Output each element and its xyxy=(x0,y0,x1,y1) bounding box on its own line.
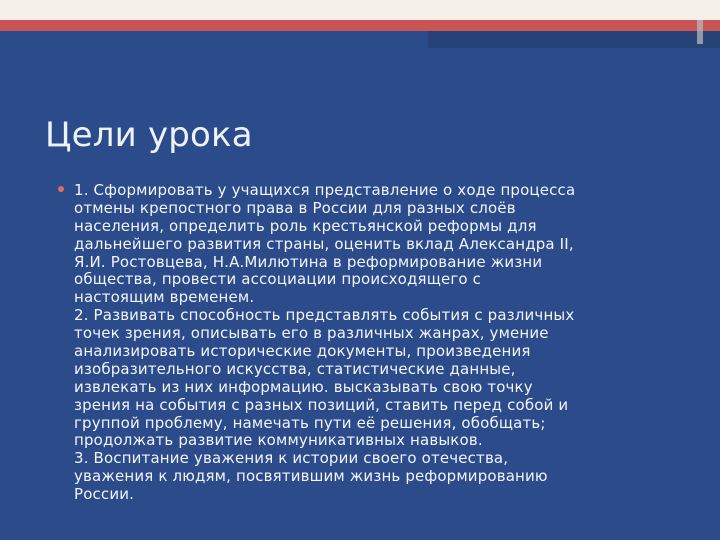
lesson-goals-text xyxy=(74,182,684,504)
text-line: зрения на события с разных позиций, ставить перед собой и xyxy=(74,395,569,414)
text-line: продолжать развитие коммуникативных навыков. xyxy=(74,431,483,450)
decorative-gray-dash xyxy=(697,20,703,44)
text-line: отмены крепостного права в России для разных слоёв xyxy=(74,198,516,217)
text-line: извлекать из них информацию. высказывать свою точку xyxy=(74,377,533,396)
text-line: группой проблему, намечать пути её решения, обобщать; xyxy=(74,413,546,432)
text-line: России. xyxy=(74,485,135,504)
text-line: общества, провести ассоциации происходящего с xyxy=(74,270,482,289)
text-line: настоящим временем. xyxy=(74,288,255,307)
slide-title: Цели урока xyxy=(45,115,253,155)
top-right-dark-band xyxy=(428,31,720,48)
text-line: населения, определить роль крестьянской реформы для xyxy=(74,216,537,235)
top-red-accent-bar xyxy=(0,20,720,31)
text-line: 3. Воспитание уважения к истории своего отечества, xyxy=(74,449,509,468)
text-line: 2. Развивать способность представлять события с различных xyxy=(74,306,575,325)
bullet-icon xyxy=(58,186,64,192)
text-line: анализировать исторические документы, произведения xyxy=(74,342,531,361)
text-line: уважения к людям, посвятившим жизнь реформированию xyxy=(74,467,548,486)
slide-content xyxy=(58,182,684,510)
text-line: изобразительного искусства, статистические данные, xyxy=(74,359,516,378)
top-light-strip xyxy=(0,0,720,20)
text-line: 1. Сформировать у учащихся представление о ходе процесса xyxy=(74,181,576,199)
text-line: дальнейшего развития страны, оценить вклад Александра II, xyxy=(74,234,574,253)
text-line: точек зрения, описывать его в различных жанрах, умение xyxy=(74,324,549,343)
text-line: Я.И. Ростовцева, Н.А.Милютина в реформирование жизни xyxy=(74,252,543,271)
